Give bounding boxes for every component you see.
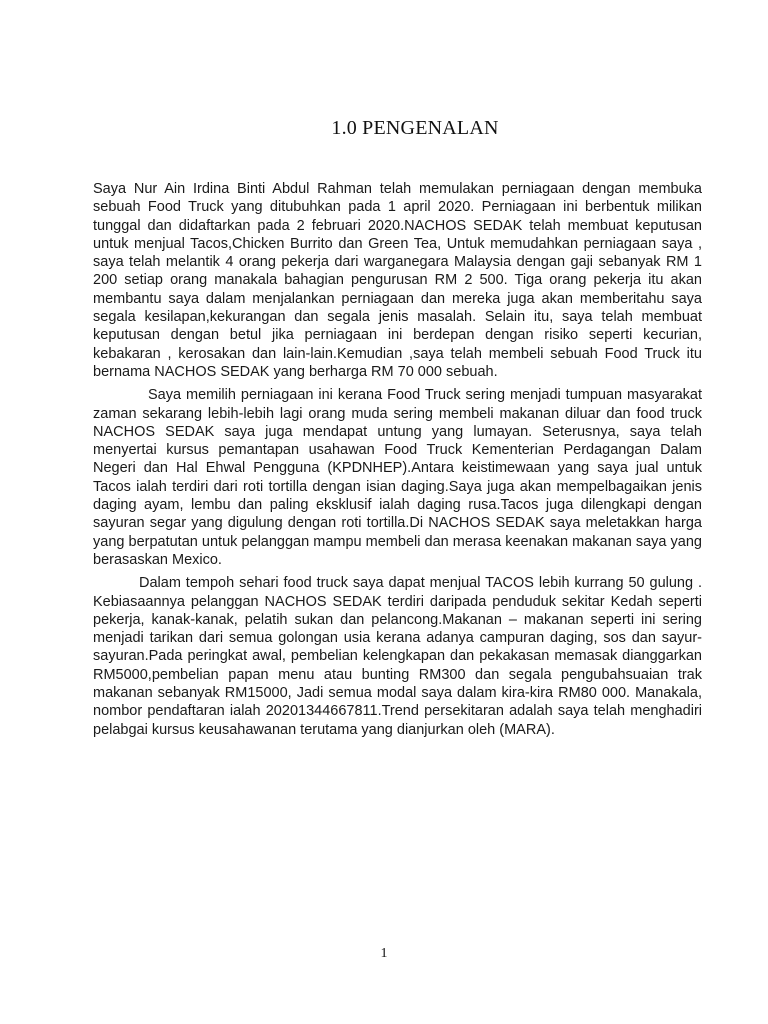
paragraph-reason: Saya memilih perniagaan ini kerana Food Truck sering menjadi tumpuan masyarakat zaman sekarang lebih-lebih lagi orang muda sering membeli makanan diluar dan food truck NACHOS SEDAK saya juga mendapat untung yang lumayan. Seterusnya, saya telah menyertai kursus pemantapan usahawan Food Truck Kementerian Perdagangan Dalam Negeri dan Hal Ehwal Pengguna (KPDNHEP).Antara keistimewaan yang saya jual untuk Tacos ialah terdiri dari roti tortilla dengan isian daging.Saya juga akan mempelbagaikan jenis daging ayam, lembu dan paling eksklusif ialah daging rusa.Tacos juga dilengkapi dengan sayuran segar yang digulung dengan roti tortilla.Di NACHOS SEDAK saya meletakkan harga yang berpatutan untuk pelanggan mampu membeli dan merasa keenakan makanan saya yang berasaskan Mexico. xyxy=(93,387,702,568)
page-title: 1.0 PENGENALAN xyxy=(331,117,499,139)
page-number: 1 xyxy=(380,946,388,961)
paragraph-intro: Saya Nur Ain Irdina Binti Abdul Rahman telah memulakan perniagaan dengan membuka sebuah Food Truck yang ditubuhkan pada 1 april 2020. Perniagaan ini berbentuk milikan tunggal dan didaftarkan pada 2 februari 2020.NACHOS SEDAK telah membuat keputusan untuk menjual Tacos,Chicken Burrito dan Green Tea, Untuk memudahkan perniagaan saya , saya telah melantik 4 orang pekerja dari warganegara Malaysia dengan gaji sebanyak RM 1 200 setiap orang manakala bahagian pengurusan RM 2 500. Tiga orang pekerja itu akan membantu saya dalam menjalankan perniagaan dan mereka juga akan memberitahu saya segala kesilapan,kekurangan dan segala jenis masalah. Selain itu, saya telah membuat keputusan dengan betul jika perniagaan ini berdepan dengan risiko seperti kecurian, kebakaran , kerosakan dan lain-lain.Kemudian ,saya telah membeli sebuah Food Truck itu bernama NACHOS SEDAK yang berharga RM 70 000 sebuah. xyxy=(93,181,702,380)
document-body xyxy=(93,180,702,744)
paragraph-sales: Dalam tempoh sehari food truck saya dapat menjual TACOS lebih kurrang 50 gulung . Kebiasaannya pelanggan NACHOS SEDAK terdiri daripada penduduk sekitar Kedah seperti pekerja, kanak-kanak, pelatih sukan dan pelancong.Makanan – makanan seperti ini sering menjadi tarikan dari semua golongan usia kerana adanya campuran daging, sos dan sayur-sayuran.Pada peringkat awal, pembelian kelengkapan dan pekakasan memasak dianggarkan RM5000,pembelian papan menu atau bunting RM300 dan segala pengubahsuaian trak makanan sebanyak RM15000, Jadi semua modal saya dalam kira-kira RM80 000. Manakala, nombor pendaftaran ialah 20201344667811.Trend persekitaran adalah saya telah menghadiri pelabgai kursus keusahawanan terutama yang dianjurkan oleh (MARA). xyxy=(93,575,702,738)
